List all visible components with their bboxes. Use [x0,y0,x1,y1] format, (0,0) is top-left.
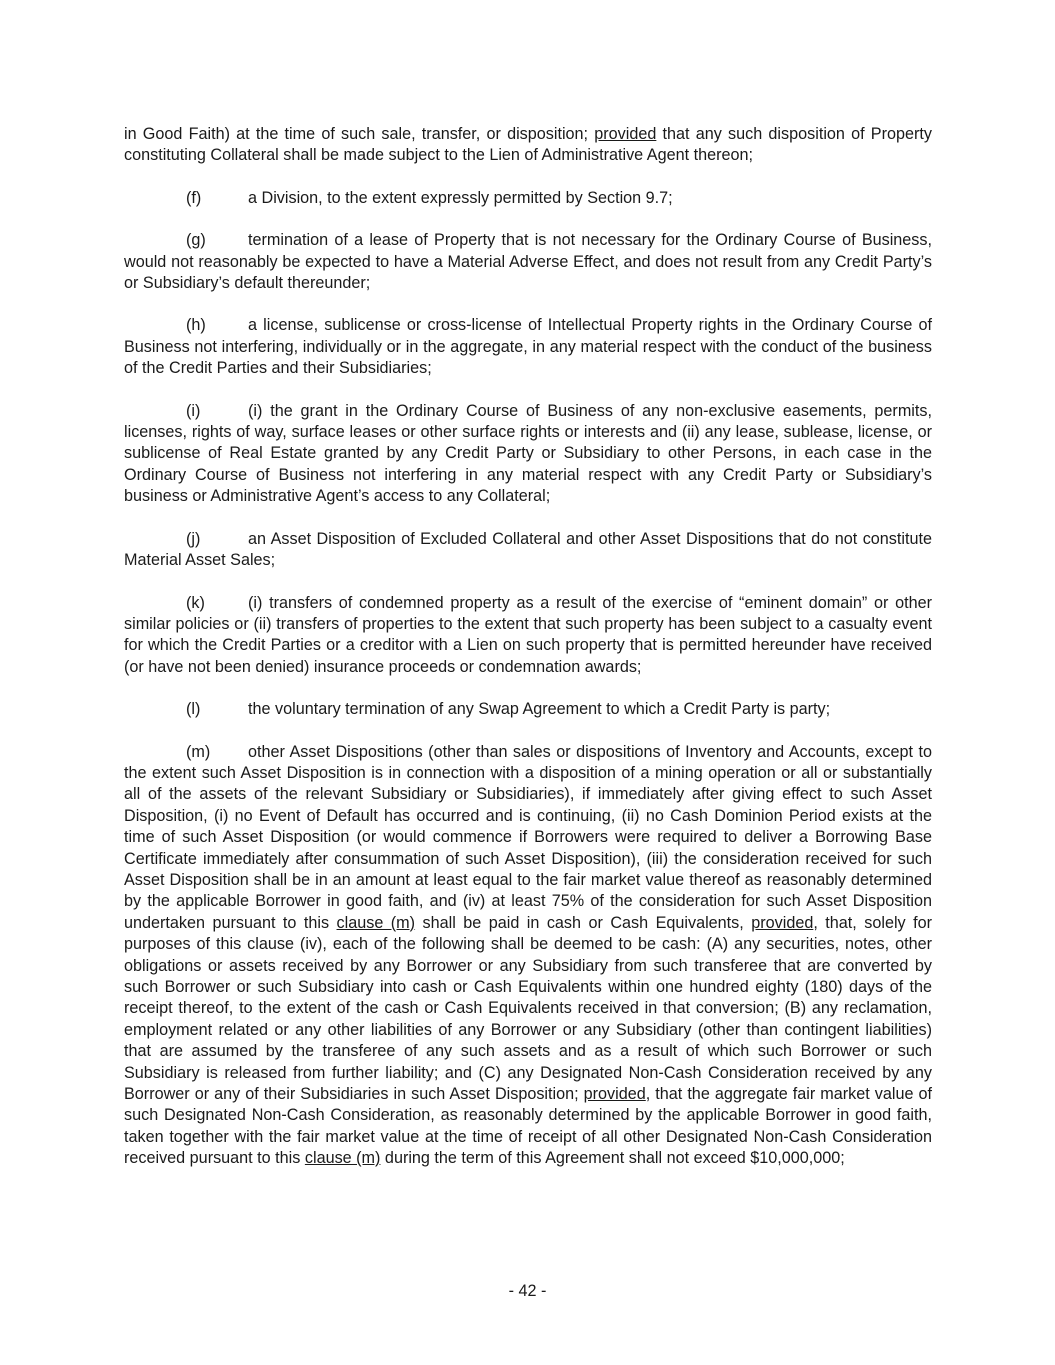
clause-label: (j) [186,529,201,548]
clause-text: a license, sublicense or cross-license of Intellectual Property rights in the Ordinary Course of Business not interfering, individually or in the aggregate, in any material respect with the conduct of the business of the Credit Parties and their Subsidiaries; [124,316,932,378]
clause-g [124,230,932,294]
clause-k [124,593,932,679]
clause-text: termination of a lease of Property that is not necessary for the Ordinary Course of Business, would not reasonably be expected to have a Material Adverse Effect, and does not result from any Credit Party’s or Subsidiary’s default thereunder; [124,231,932,293]
clause-i [124,401,932,508]
clause-text: other Asset Dispositions (other than sales or dispositions of Inventory and Accounts, except to the extent such Asset Disposition is in connection with a disposition of a mining operation or all or substantially all of the assets of the relevant Subsidiary or Subsidiaries), if immediately after giving effect to such Asset Disposition, (i) no Event of Default has occurred and is continuing, (ii) no Cash Dominion Period exists at the time of such Asset Disposition (or would commence if Borrowers were required to deliver a Borrowing Base Certificate immediately after consummation of such Asset Disposition), (iii) the consideration received for such Asset Disposition shall be in an amount at least equal to the fair market value thereof as reasonably determined by the applicable Borrower in good faith, and (iv) at least 75% of the consideration for such Asset Disposition undertaken pursuant to this [124,742,932,932]
clause-text: an Asset Disposition of Excluded Collateral and other Asset Dispositions that do not constitute Material Asset Sales; [124,529,932,570]
clause-text: , that, solely for purposes of this clause (iv), each of the following shall be deemed to be cash: (A) any securities, notes, other obligations or assets received by any Borrower or any Subsidiary from such transferee that are converted by such Borrower or such Subsidiary into cash or Cash Equivalents within one hundred eighty (180) days of the receipt thereof, to the extent of the cash or Cash Equivalents received in that conversion; (B) any reclamation, employment related or any other liabilities of any Borrower or any Subsidiary (other than contingent liabilities) that are assumed by the transferee of any such assets and as a result of which such Borrower or such Subsidiary is released from further liability; and (C) any Designated Non-Cash Consideration received by any Borrower or any of their Subsidiaries in such Asset Disposition; [124,913,932,1104]
page-number: - 42 - [508,1282,547,1300]
clause-text: (i) transfers of condemned property as a result of the exercise of “eminent domain” or other similar policies or (ii) transfers of properties to the extent that such property has been subject to a casualty event for which the Credit Parties or a creditor with a Lien on such property that is permitted hereunder have received (or have not been denied) insurance proceeds or condemnation awards; [124,593,932,676]
clause-l [124,699,932,720]
clause-h [124,315,932,379]
text-run: in Good Faith) at the time of such sale, transfer, or disposition; [124,125,595,143]
clause-label: (f) [186,188,202,207]
clause-text: (i) the grant in the Ordinary Course of Business of any non-exclusive easements, permits, licenses, rights of way, surface leases or other surface rights or interests and (ii) any lease, sublease, license, or sublicense of Real Estate granted by any Credit Party or Subsidiary to other Persons, in each case in the Ordinary Course of Business not interfering in any material respect with any Credit Party or Subsidiary’s business or Administrative Agent’s access to any Collateral; [124,401,932,506]
clause-text: a Division, to the extent expressly permitted by Section 9.7; [248,188,673,207]
document-page [124,124,932,1191]
clause-label: (i) [186,401,201,420]
clause-label: (h) [186,316,206,335]
clause-f [124,188,932,209]
underlined-term: provided [583,1085,646,1104]
clause-j [124,529,932,572]
clause-text: shall be paid in cash or Cash Equivalents, [415,913,752,932]
clause-label: (m) [186,742,211,761]
paragraph-continuation [124,124,932,167]
clause-label: (g) [186,231,206,250]
underlined-term: clause (m) [304,1149,381,1168]
clause-text: the voluntary termination of any Swap Agreement to which a Credit Party is party; [248,700,831,719]
clause-label: (l) [186,700,201,719]
underlined-term: clause (m) [336,913,416,932]
clause-m [124,742,932,1170]
clause-label: (k) [186,593,205,612]
clause-text: during the term of this Agreement shall not exceed $10,000,000; [380,1149,845,1168]
text-run: that any such disposition of Property constituting Collateral shall be made subject to the Lien of Administrative Agent thereon; [124,125,932,165]
underlined-term: provided [751,913,814,932]
clause-text: , that the aggregate fair market value of such Designated Non-Cash Consideration, as reasonably determined by the applicable Borrower in good faith, taken together with the fair market value at the time of receipt of all other Designated Non-Cash Consideration received pursuant to this [124,1085,933,1168]
underlined-term: provided [594,125,657,143]
